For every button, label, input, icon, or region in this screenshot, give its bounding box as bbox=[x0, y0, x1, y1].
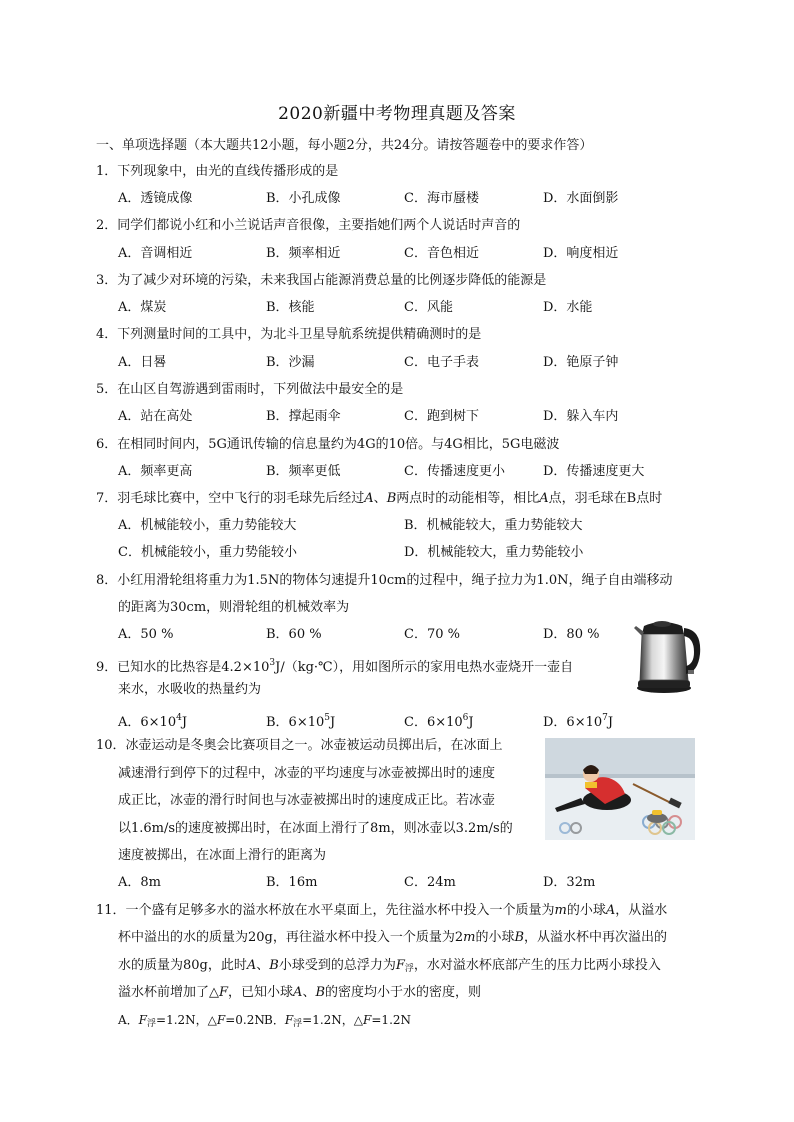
question-11-line-1: 11．一个盛有足够多水的溢水杯放在水平桌面上，先往溢水杯中投入一个质量为m的小球A，从溢水 bbox=[96, 903, 668, 918]
question-9-option-c: C．$6\times 10^6J$ bbox=[404, 713, 474, 730]
question-10-option-a: A．8m bbox=[118, 875, 161, 890]
question-11-option-b: B．$F_浮=1.2N$，△F=1.2N bbox=[264, 1013, 412, 1029]
question-1-option-b: B．小孔成像 bbox=[266, 191, 341, 206]
question-7-option-d: D．机械能较大，重力势能较小 bbox=[404, 545, 584, 560]
question-7-stem: 7．羽毛球比赛中，空中飞行的羽毛球先后经过A、B两点时的动能相等，相比A点，羽毛球在B点时 bbox=[96, 491, 663, 506]
question-11-option-a: A．$F_浮=1.2N$，△F=0.2N bbox=[118, 1013, 265, 1029]
question-3-option-d: D．水能 bbox=[543, 300, 593, 315]
question-8-stem-cont: 的距离为30cm，则滑轮组的机械效率为 bbox=[118, 600, 350, 615]
question-11-line-3: 水的质量为80g，此时A、B小球受到的总浮力为$F_浮$，水对溢水杯底部产生的压力比两小球投入 bbox=[118, 958, 661, 974]
question-2-option-c: C．音色相近 bbox=[404, 246, 479, 261]
question-8-option-c: C．70 % bbox=[404, 627, 460, 642]
question-10-option-d: D．32m bbox=[543, 875, 596, 890]
question-8-option-a: A．50 % bbox=[118, 627, 174, 642]
section-heading: 一、单项选择题（本大题共12小题，每小题2分，共24分。请按答题卷中的要求作答） bbox=[96, 138, 593, 153]
question-2-option-d: D．响度相近 bbox=[543, 246, 619, 261]
question-8-stem: 8．小红用滑轮组将重力为1.5N的物体匀速提升10cm的过程中，绳子拉力为1.0N，绳子自由端移动 bbox=[96, 573, 673, 588]
question-10-line-5: 速度被掷出，在冰面上滑行的距离为 bbox=[118, 848, 327, 863]
question-5-option-b: B．撑起雨伞 bbox=[266, 409, 341, 424]
question-10-line-3: 成正比，冰壶的滑行时间也与冰壶被掷出时的速度成正比。若冰壶 bbox=[118, 793, 496, 808]
question-9-option-a: A．$6\times 10^4J$ bbox=[118, 713, 188, 730]
question-1-option-c: C．海市蜃楼 bbox=[404, 191, 479, 206]
question-10-option-b: B．16m bbox=[266, 875, 318, 890]
question-10-line-4: 以1.6m/s的速度被掷出时，在冰面上滑行了8m，则冰壶以3.2m/s的 bbox=[118, 821, 513, 836]
question-7-option-a: A．机械能较小，重力势能较大 bbox=[118, 518, 297, 533]
question-8-option-b: B．60 % bbox=[266, 627, 322, 642]
question-5-option-c: C．跑到树下 bbox=[404, 409, 479, 424]
question-4-option-a: A．日晷 bbox=[118, 355, 167, 370]
question-5-option-a: A．站在高处 bbox=[118, 409, 193, 424]
question-4-option-c: C．电子手表 bbox=[404, 355, 479, 370]
question-8-option-d: D．80 % bbox=[543, 627, 600, 642]
question-10-line-1: 10．冰壶运动是冬奥会比赛项目之一。冰壶被运动员掷出后，在冰面上 bbox=[96, 738, 503, 753]
question-9-option-b: B．$6\times 10^5J$ bbox=[266, 713, 336, 730]
question-7-option-c: C．机械能较小，重力势能较小 bbox=[118, 545, 297, 560]
electric-kettle-image bbox=[632, 612, 704, 694]
question-7-option-b: B．机械能较大，重力势能较大 bbox=[404, 518, 583, 533]
question-4-option-d: D．铯原子钟 bbox=[543, 355, 619, 370]
question-1-stem: 1．下列现象中，由光的直线传播形成的是 bbox=[96, 164, 339, 179]
question-2-option-a: A．音调相近 bbox=[118, 246, 193, 261]
question-4-option-b: B．沙漏 bbox=[266, 355, 315, 370]
question-5-option-d: D．躲入车内 bbox=[543, 409, 619, 424]
question-10-line-2: 减速滑行到停下的过程中，冰壶的平均速度与冰壶被掷出时的速度 bbox=[118, 766, 496, 781]
question-3-stem: 3．为了减少对环境的污染，未来我国占能源消费总量的比例逐步降低的能源是 bbox=[96, 273, 547, 288]
question-9-stem: 9．已知水的比热容是$4.2\times 10^3J/(kg\cdot℃)$，用如图所示的家用电热水壶烧开一壶自 bbox=[96, 658, 574, 675]
question-1-option-a: A．透镜成像 bbox=[118, 191, 193, 206]
question-1-option-d: D．水面倒影 bbox=[543, 191, 619, 206]
question-6-option-b: B．频率更低 bbox=[266, 464, 341, 479]
question-3-option-b: B．核能 bbox=[266, 300, 315, 315]
question-10-option-c: C．24m bbox=[404, 875, 456, 890]
question-9-stem-cont: 来水，水吸收的热量约为 bbox=[118, 682, 262, 697]
question-6-option-c: C．传播速度更小 bbox=[404, 464, 505, 479]
question-5-stem: 5．在山区自驾游遇到雷雨时，下列做法中最安全的是 bbox=[96, 382, 404, 397]
question-6-stem: 6．在相同时间内，5G通讯传输的信息量约为4G的10倍。与4G相比，5G电磁波 bbox=[96, 437, 560, 452]
question-6-option-d: D．传播速度更大 bbox=[543, 464, 645, 479]
question-11-line-4: 溢水杯前增加了△F，已知小球A、B的密度均小于水的密度，则 bbox=[118, 985, 482, 1000]
question-3-option-c: C．风能 bbox=[404, 300, 453, 315]
question-4-stem: 4．下列测量时间的工具中，为北斗卫星导航系统提供精确测时的是 bbox=[96, 327, 482, 342]
question-2-stem: 2．同学们都说小红和小兰说话声音很像，主要指她们两个人说话时声音的 bbox=[96, 218, 521, 233]
page-title: 2020新疆中考物理真题及答案 bbox=[278, 104, 516, 124]
question-11-line-2: 杯中溢出的水的质量为20g，再往溢水杯中投入一个质量为2m的小球B，从溢水杯中再次溢出的 bbox=[118, 930, 668, 945]
curling-athlete-image bbox=[545, 738, 695, 840]
question-2-option-b: B．频率相近 bbox=[266, 246, 341, 261]
question-9-option-d: D．$6\times 10^7J$ bbox=[543, 713, 614, 730]
question-3-option-a: A．煤炭 bbox=[118, 300, 167, 315]
question-6-option-a: A．频率更高 bbox=[118, 464, 193, 479]
